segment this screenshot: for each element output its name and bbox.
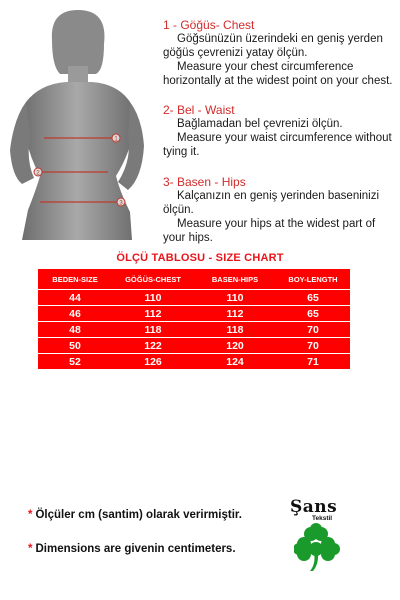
note-units-en xyxy=(28,543,236,555)
svg-text:2: 2 xyxy=(36,170,40,177)
note-en-text: Dimensions are givenin centimeters. xyxy=(35,543,236,555)
cell-length: 70 xyxy=(276,338,350,354)
table-row xyxy=(38,322,350,338)
body-silhouette xyxy=(0,0,160,240)
clover-icon xyxy=(294,522,340,572)
cell-size: 52 xyxy=(69,355,81,368)
chest-text-tr: Göğsünüzün üzerindeki en geniş yerden göğüs çevrenizi yatay ölçün. xyxy=(163,33,383,59)
waist-instruction xyxy=(163,103,398,159)
hips-text-tr: Kalçanızın en geniş yerinden baseninizi ölçün. xyxy=(163,190,380,216)
brand-name: Şans xyxy=(290,497,338,517)
hips-text-en: Measure your hips at the widest part of your hips. xyxy=(163,218,376,244)
cell-hips: 118 xyxy=(194,322,276,338)
chest-instruction xyxy=(163,18,398,88)
header-size: BEDEN-SIZE xyxy=(38,269,112,290)
table-row xyxy=(38,290,350,306)
asterisk-icon: * xyxy=(28,543,33,555)
cell-size: 46 xyxy=(38,306,112,322)
brand-sub: Tekstil xyxy=(312,515,333,522)
cell-size: 50 xyxy=(38,338,112,354)
size-chart-title: ÖLÇÜ TABLOSU - SIZE CHART xyxy=(116,252,284,264)
table-row xyxy=(38,338,350,354)
hips-instruction xyxy=(163,175,398,245)
header-hips: BASEN-HIPS xyxy=(194,269,276,290)
table-header-row xyxy=(38,269,350,290)
cell-length: 70 xyxy=(276,322,350,338)
chest-heading: 1 - Göğüs- Chest xyxy=(163,18,255,32)
size-chart-table xyxy=(38,269,350,369)
cell-chest: 112 xyxy=(112,306,194,322)
cell-length: 65 xyxy=(276,290,350,306)
svg-text:3: 3 xyxy=(119,200,123,207)
cell-length: 65 xyxy=(276,306,350,322)
marker-2 xyxy=(34,168,42,177)
table-row xyxy=(38,306,350,322)
cell-chest: 118 xyxy=(112,322,194,338)
cell-hips: 124 xyxy=(226,355,244,368)
asterisk-icon: * xyxy=(28,509,33,521)
svg-text:1: 1 xyxy=(114,136,118,143)
cell-hips: 120 xyxy=(194,338,276,354)
cell-chest: 110 xyxy=(112,290,194,306)
note-tr-text: Ölçüler cm (santim) olarak verirmiştir. xyxy=(35,509,242,521)
cell-hips: 112 xyxy=(194,306,276,322)
header-chest: GÖĞÜS-CHEST xyxy=(112,269,194,290)
marker-3 xyxy=(117,198,125,207)
note-units-tr xyxy=(28,509,242,521)
cell-hips: 110 xyxy=(194,290,276,306)
header-length: BOY-LENGTH xyxy=(276,269,350,290)
brand-logo xyxy=(282,497,352,577)
cell-chest: 126 xyxy=(144,355,162,368)
cell-length: 71 xyxy=(307,355,319,368)
marker-1 xyxy=(112,134,120,143)
hips-heading: 3- Basen - Hips xyxy=(163,175,246,189)
cell-chest: 122 xyxy=(112,338,194,354)
waist-text-tr: Bağlamadan bel çevrenizi ölçün. xyxy=(177,118,343,130)
waist-text-en: Measure your waist circumference without tying it. xyxy=(163,132,392,158)
chest-text-en: Measure your chest circumference horizontally at the widest point on your chest. xyxy=(163,61,393,87)
cell-size: 48 xyxy=(38,322,112,338)
cell-size: 44 xyxy=(38,290,112,306)
waist-heading: 2- Bel - Waist xyxy=(163,103,235,117)
table-row xyxy=(38,354,350,370)
